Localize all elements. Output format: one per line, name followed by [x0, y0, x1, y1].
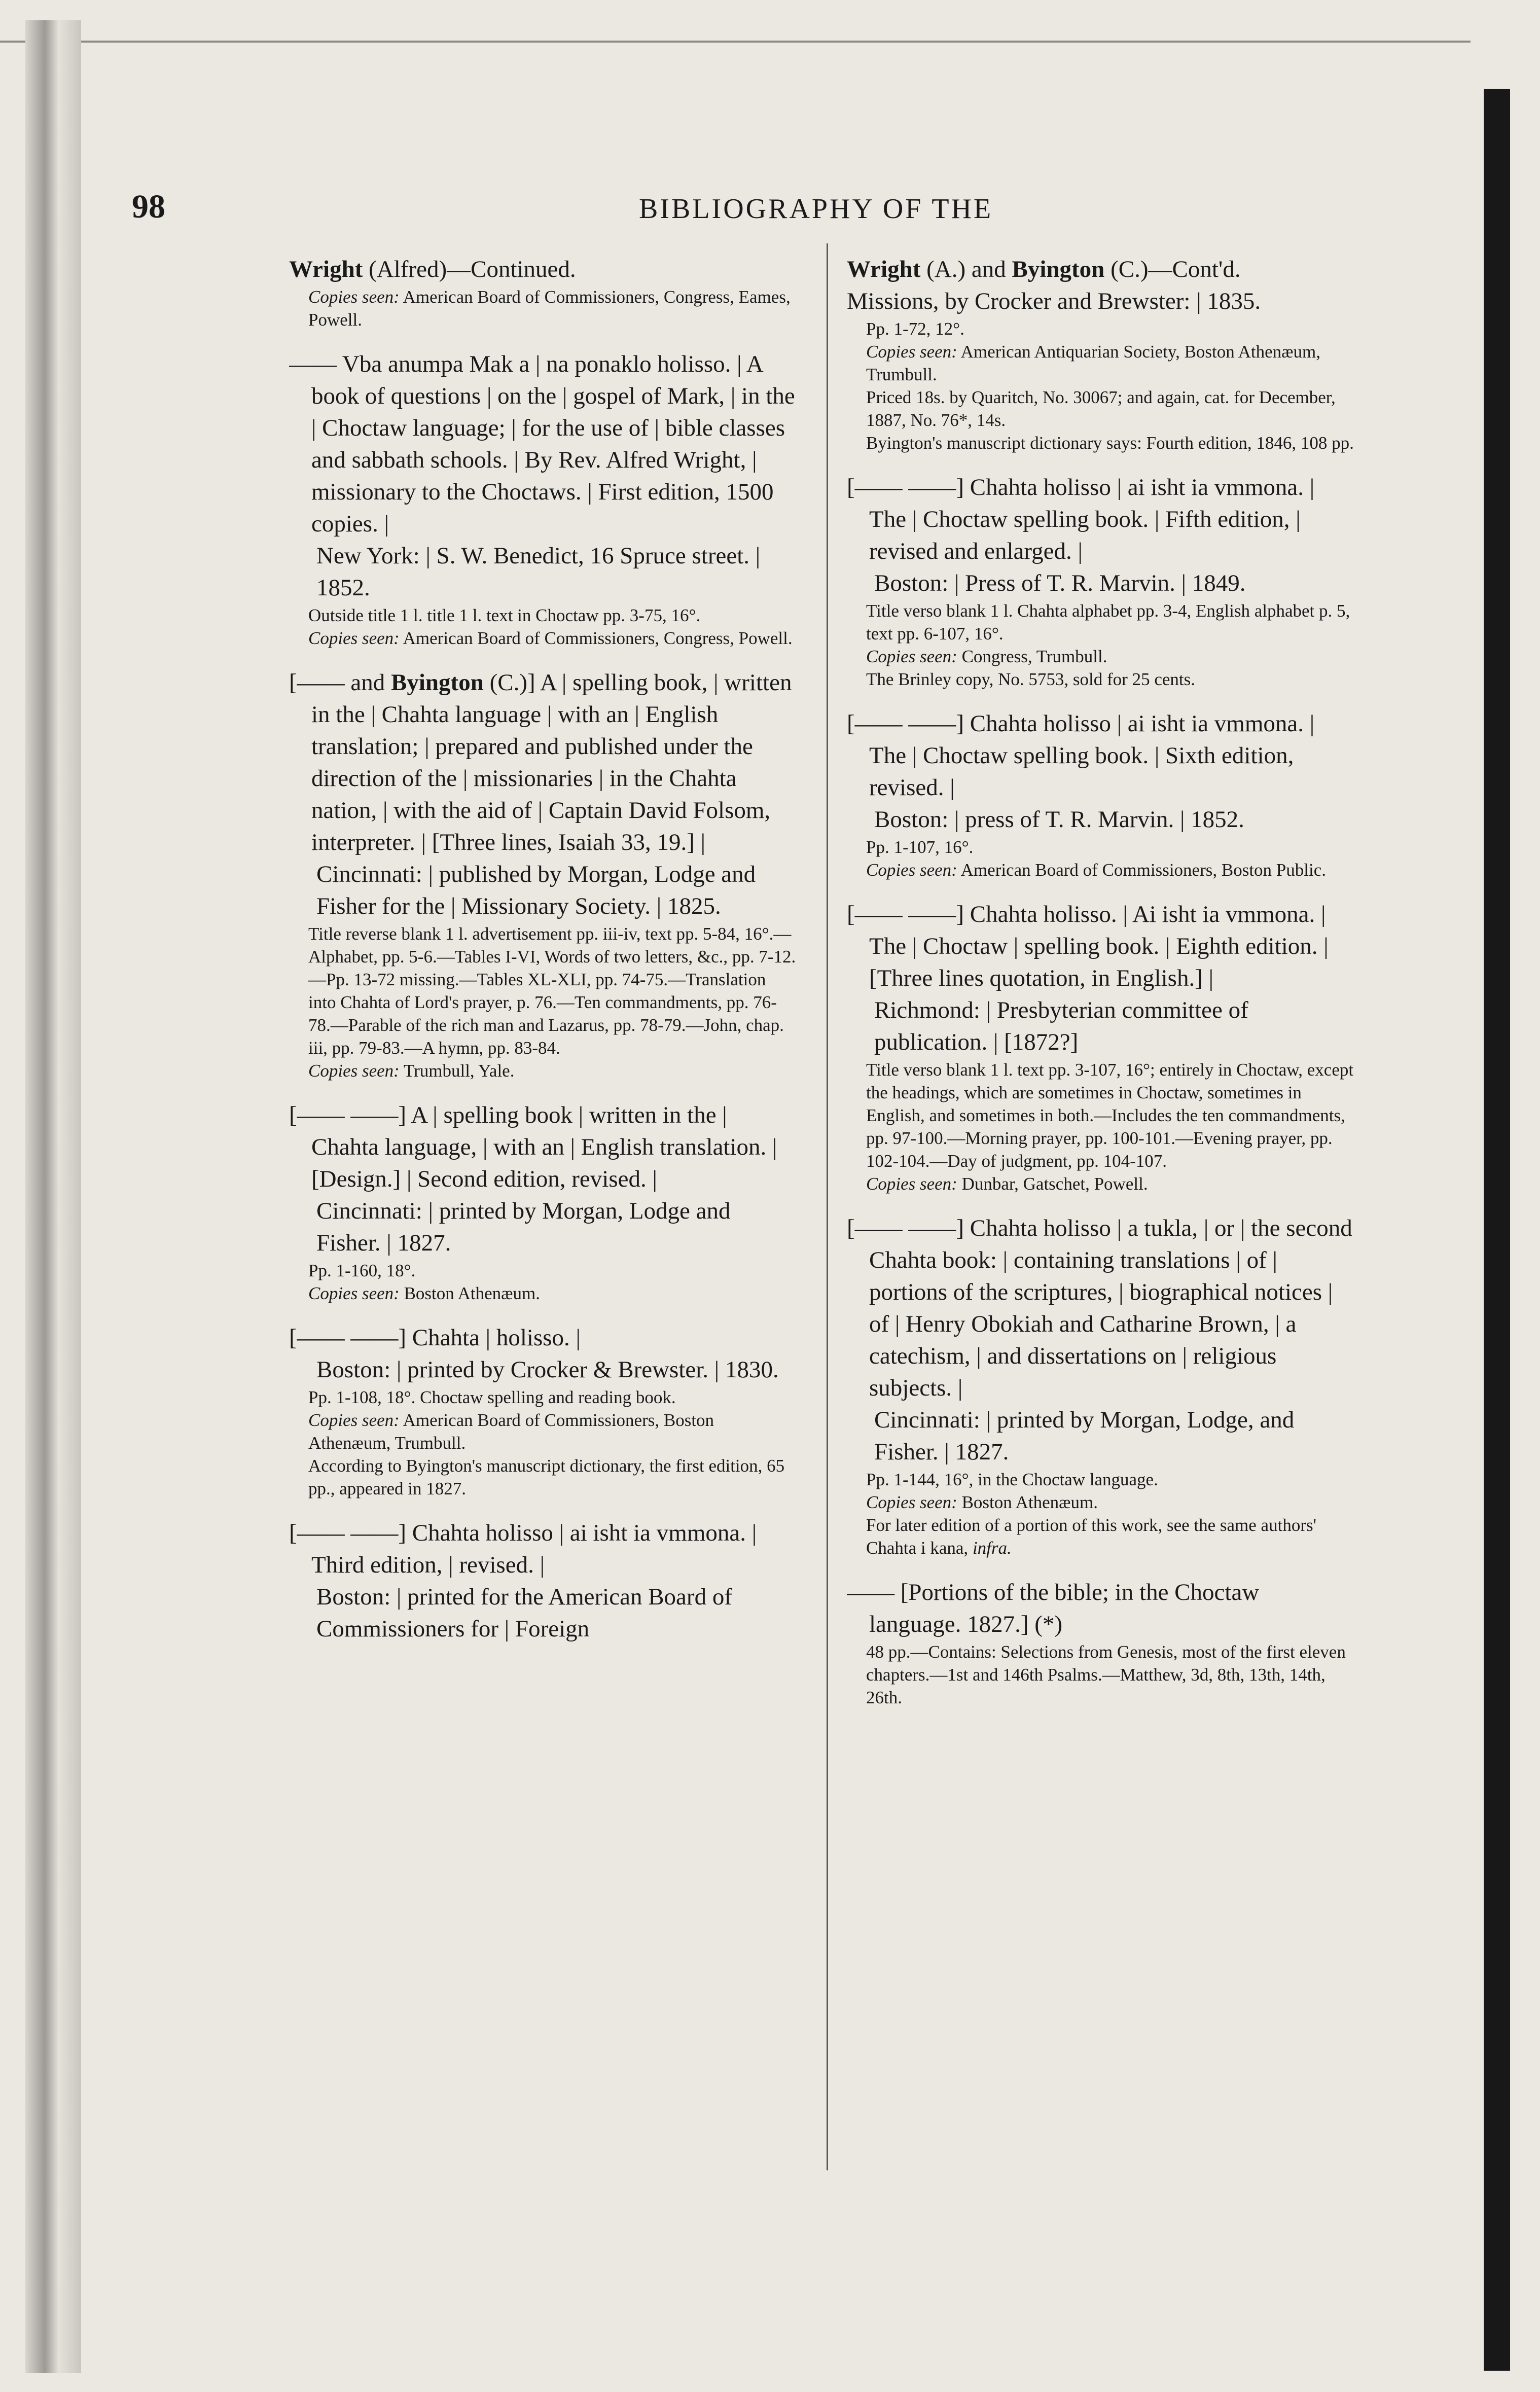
entry-imprint: Boston: | press of T. R. Marvin. | 1852. — [874, 806, 1244, 833]
bib-entry — [847, 1577, 1354, 1709]
author-name: Wright — [289, 256, 363, 282]
bib-entry — [847, 899, 1354, 1195]
entry-imprint: Cincinnati: | printed by Morgan, Lodge, and Fisher. | 1827. — [874, 1407, 1295, 1465]
copies-seen-label: Copies seen: — [308, 1061, 400, 1081]
running-head: BIBLIOGRAPHY OF THE — [639, 193, 993, 225]
entry-note: The Brinley copy, No. 5753, sold for 25 cents. — [866, 669, 1196, 689]
copies-seen-list: Boston Athenæum. — [961, 1492, 1098, 1512]
entry-note: According to Byington's manuscript dictionary, the first edition, 65 pp., appeared in 1827. — [308, 1456, 785, 1498]
entry-collation: Outside title 1 l. title 1 l. text in Choctaw pp. 3-75, 16°. — [308, 605, 701, 625]
entry-imprint: Boston: | printed by Crocker & Brewster. | 1830. — [316, 1356, 779, 1383]
continued-label: (C.)—Cont'd. — [1111, 256, 1241, 282]
copies-seen-list: Dunbar, Gatschet, Powell. — [961, 1174, 1148, 1194]
entry-collation: Pp. 1-144, 16°, in the Choctaw language. — [866, 1470, 1158, 1489]
copies-seen-list: American Board of Commissioners, Boston Public. — [960, 860, 1327, 880]
copies-seen-list: American Board of Commissioners, Congress, Eames, Powell. — [308, 287, 791, 330]
entry-title-text: (C.)] A | spelling book, | written in the | Chahta language | with an | English translation; | prepared and published under the direction of the | missionaries | in the Chahta nation, | with the aid of | Captain David Folsom, interpreter. | [Three lines, Isaiah 33, 19.] | — [311, 669, 792, 855]
copies-seen-list: American Antiquarian Society, Boston Athenæum, Trumbull. — [866, 342, 1320, 384]
entry-collation: Pp. 1-107, 16°. — [866, 837, 974, 857]
bib-entry — [847, 708, 1354, 881]
entry-collation: Pp. 1-160, 18°. — [308, 1261, 416, 1280]
scan-binding-edge — [25, 20, 81, 2373]
continued-heading — [289, 254, 796, 285]
note-text: For later edition of a portion of this work, see the same authors' Chahta i kana, — [866, 1515, 1316, 1558]
bib-entry — [289, 1517, 796, 1645]
entry-title: —— [Portions of the bible; in the Choctaw language. 1827.] (*) — [847, 1579, 1260, 1637]
entry-imprint: Boston: | Press of T. R. Marvin. | 1849. — [874, 570, 1246, 596]
scan-dark-edge — [1484, 89, 1510, 2371]
copies-seen-list: American Board of Commissioners, Boston Athenæum, Trumbull. — [308, 1410, 714, 1453]
entry-title: [—— ——] Chahta holisso | a tukla, | or | the second Chahta book: | containing translations | of | portions of the scriptures, | biographical notices | of | Henry Obokiah and Catharine Brown, | a catechism, | and dissertations on | religious subjects. | — [847, 1215, 1352, 1401]
entry-imprint: Cincinnati: | published by Morgan, Lodge and Fisher for the | Missionary Society. | 1825. — [316, 861, 756, 919]
entry-title: [—— ——] Chahta holisso | ai isht ia vmmona. | The | Choctaw spelling book. | Fifth edition, | revised and enlarged. | — [847, 474, 1315, 564]
entry-title: —— Vba anumpa Mak a | na ponaklo holisso. | A book of questions | on the | gospel of Mark, | in the | Choctaw language; | for the use of | bible classes and sabbath schools. | By Rev. Alfred Wright, | missionary to the Choctaws. | First edition, 1500 copies. | — [289, 351, 795, 537]
bib-entry — [289, 667, 796, 1082]
entry-collation: Pp. 1-108, 18°. Choctaw spelling and reading book. — [308, 1387, 676, 1407]
entry-collation: Title verso blank 1 l. Chahta alphabet pp. 3-4, English alphabet p. 5, text pp. 6-107, 16°. — [866, 601, 1350, 644]
copies-seen-list: American Board of Commissioners, Congress, Powell. — [403, 628, 793, 648]
entry-title: [—— ——] A | spelling book | written in the | Chahta language, | with an | English translation. | [Design.] | Second edition, revised. | — [289, 1102, 777, 1192]
bib-entry — [847, 1212, 1354, 1559]
copies-seen-label: Copies seen: — [866, 1492, 957, 1512]
continued-heading — [847, 254, 1354, 285]
copies-seen-label: Copies seen: — [866, 1174, 957, 1194]
entry-imprint-continued: Missions, by Crocker and Brewster: | 1835. — [847, 288, 1261, 314]
entry-imprint: Boston: | printed for the American Board of Commissioners for | Foreign — [316, 1584, 732, 1642]
right-column — [847, 254, 1354, 2181]
left-column — [289, 254, 796, 2181]
entry-imprint: Cincinnati: | printed by Morgan, Lodge and Fisher. | 1827. — [316, 1198, 731, 1256]
entry-title: [—— ——] Chahta holisso | ai isht ia vmmona. | The | Choctaw spelling book. | Sixth edition, revised. | — [847, 710, 1315, 801]
entry-open: [—— and — [289, 669, 391, 696]
entry-note: Priced 18s. by Quaritch, No. 30067; and again, cat. for December, 1887, No. 76*, 14s. — [866, 387, 1336, 430]
heading-mid: (A.) and — [926, 256, 1012, 282]
bib-entry — [289, 348, 796, 650]
document-page — [132, 117, 1460, 2348]
entry-title: [—— ——] Chahta | holisso. | — [289, 1325, 581, 1351]
continued-label: (Alfred)—Continued. — [369, 256, 576, 282]
bib-entry — [289, 1099, 796, 1305]
page-number: 98 — [132, 188, 165, 225]
entry-title: [—— ——] Chahta holisso | ai isht ia vmmona. | Third edition, | revised. | — [289, 1520, 757, 1578]
copies-seen-list: Trumbull, Yale. — [403, 1061, 515, 1081]
entry-collation: 48 pp.—Contains: Selections from Genesis, most of the first eleven chapters.—1st and 146th Psalms.—Matthew, 3d, 8th, 13th, 14th, 26th. — [866, 1642, 1346, 1707]
entry-imprint: New York: | S. W. Benedict, 16 Spruce street. | 1852. — [316, 543, 761, 601]
entry-imprint: Richmond: | Presbyterian committee of publication. | [1872?] — [874, 997, 1248, 1055]
entry-collation: Title verso blank 1 l. text pp. 3-107, 16°; entirely in Choctaw, except the headings, which are sometimes in Choctaw, sometimes in English, and sometimes in both.—Includes the ten commandments, pp. 97-100.—Morning prayer, pp. 100-101.—Evening prayer, pp. 102-104.—Day of judgment, pp. 104-107. — [866, 1060, 1354, 1171]
entry-note — [847, 1514, 1354, 1559]
copies-seen-label: Copies seen: — [866, 647, 957, 666]
entry-note: Byington's manuscript dictionary says: Fourth edition, 1846, 108 pp. — [866, 433, 1354, 453]
entry-title: [—— ——] Chahta holisso. | Ai isht ia vmmona. | The | Choctaw | spelling book. | Eighth edition. | [Three lines quotation, in English.] | — [847, 901, 1329, 991]
author-name: Wright — [847, 256, 921, 282]
coauthor-name: Byington — [391, 669, 484, 696]
entry-title — [289, 667, 796, 859]
note-infra: infra. — [972, 1538, 1012, 1558]
page-header — [132, 188, 1019, 238]
scan-edge-top — [0, 41, 1471, 43]
copies-seen-list: Boston Athenæum. — [404, 1283, 540, 1303]
copies-seen-label: Copies seen: — [308, 1283, 400, 1303]
copies-seen-list: Congress, Trumbull. — [961, 647, 1107, 666]
bib-entry — [847, 472, 1354, 691]
copies-seen-label: Copies seen: — [308, 1410, 400, 1430]
bib-entry — [289, 285, 796, 331]
copies-seen-label: Copies seen: — [308, 287, 400, 307]
entry-collation: Pp. 1-72, 12°. — [866, 319, 964, 339]
bib-entry — [289, 1322, 796, 1500]
column-divider — [827, 243, 828, 2170]
copies-seen-label: Copies seen: — [308, 628, 400, 648]
coauthor-name: Byington — [1012, 256, 1105, 282]
copies-seen-label: Copies seen: — [866, 342, 957, 362]
bib-entry — [847, 285, 1354, 454]
entry-collation: Title reverse blank 1 l. advertisement pp. iii-iv, text pp. 5-84, 16°.—Alphabet, pp. 5-6.—Tables I-VI, Words of two letters, &c., pp. 7-12.—Pp. 13-72 missing.—Tables XL-XLI, pp. 74-75.—Translation into Chahta of Lord's prayer, p. 76.—Ten commandments, pp. 76-78.—Parable of the rich man and Lazarus, pp. 78-79.—John, chap. iii, pp. 79-83.—A hymn, pp. 83-84. — [308, 924, 796, 1058]
copies-seen-label: Copies seen: — [866, 860, 957, 880]
